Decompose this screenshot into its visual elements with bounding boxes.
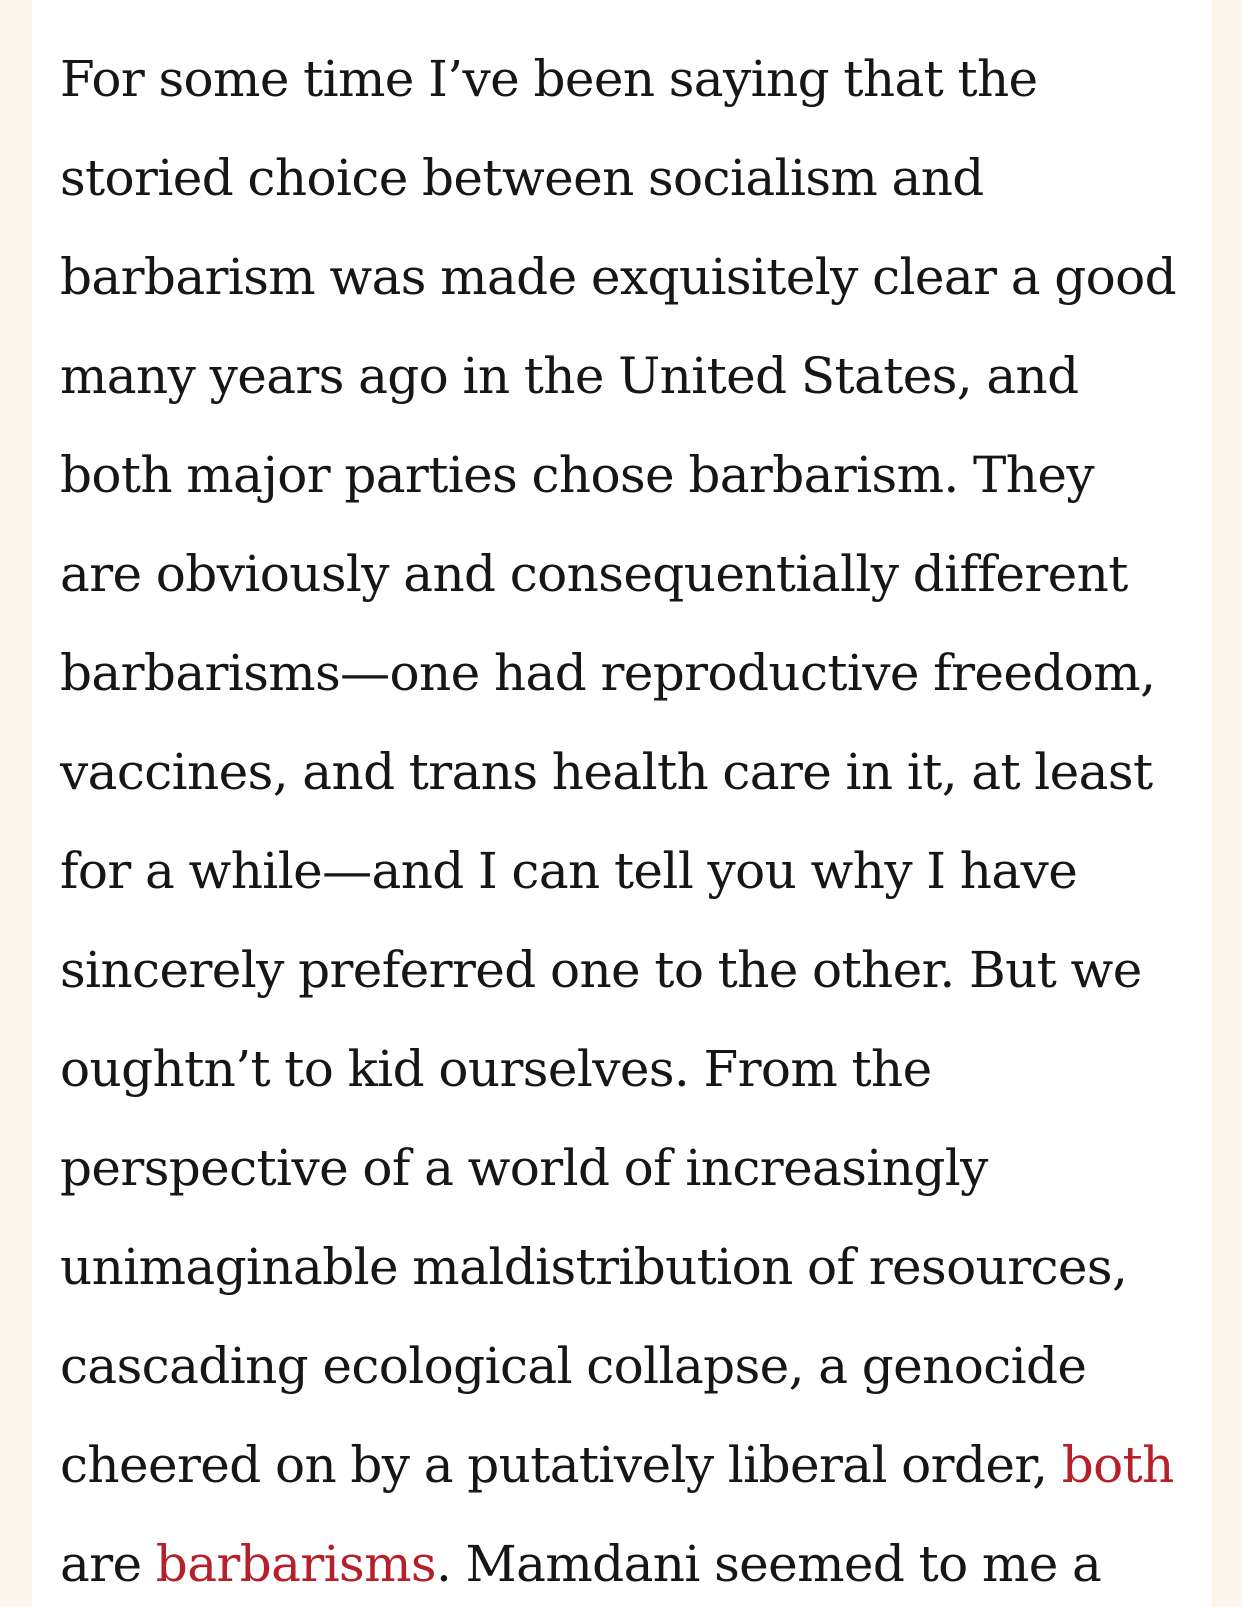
text-line: unimaginable maldistribution of resources, <box>60 1238 1128 1296</box>
link-both[interactable]: both <box>1061 1436 1174 1494</box>
text-line: many years ago in the United States, and <box>60 347 1079 405</box>
text-segment: cheered on by a putatively liberal order, <box>60 1436 1062 1494</box>
text-line: cascading ecological collapse, a genocide <box>60 1337 1087 1395</box>
text-line: sincerely preferred one to the other. But we <box>60 941 1142 999</box>
text-line: barbarisms—one had reproductive freedom, <box>60 644 1156 702</box>
text-line: are obviously and consequentially different <box>60 545 1128 603</box>
article-paragraph <box>32 0 1195 1607</box>
text-line: For some time I’ve been saying that the <box>60 50 1038 108</box>
link-barbarisms[interactable]: barbarisms <box>155 1535 436 1593</box>
text-line: barbarism was made exquisitely clear a good <box>60 248 1177 306</box>
article-column <box>32 0 1212 1607</box>
text-segment: . Mamdani seemed to me a <box>435 1535 1102 1593</box>
text-line: perspective of a world of increasingly <box>60 1139 988 1197</box>
text-line-with-link <box>60 1515 1195 1607</box>
text-line: vaccines, and trans health care in it, at least <box>60 743 1153 801</box>
text-line: both major parties chose barbarism. They <box>60 446 1094 504</box>
text-line-with-link <box>60 1416 1195 1515</box>
text-segment: are <box>60 1535 156 1593</box>
text-line: storied choice between socialism and <box>60 149 984 207</box>
text-line: oughtn’t to kid ourselves. From the <box>60 1040 932 1098</box>
text-line: for a while—and I can tell you why I have <box>60 842 1078 900</box>
